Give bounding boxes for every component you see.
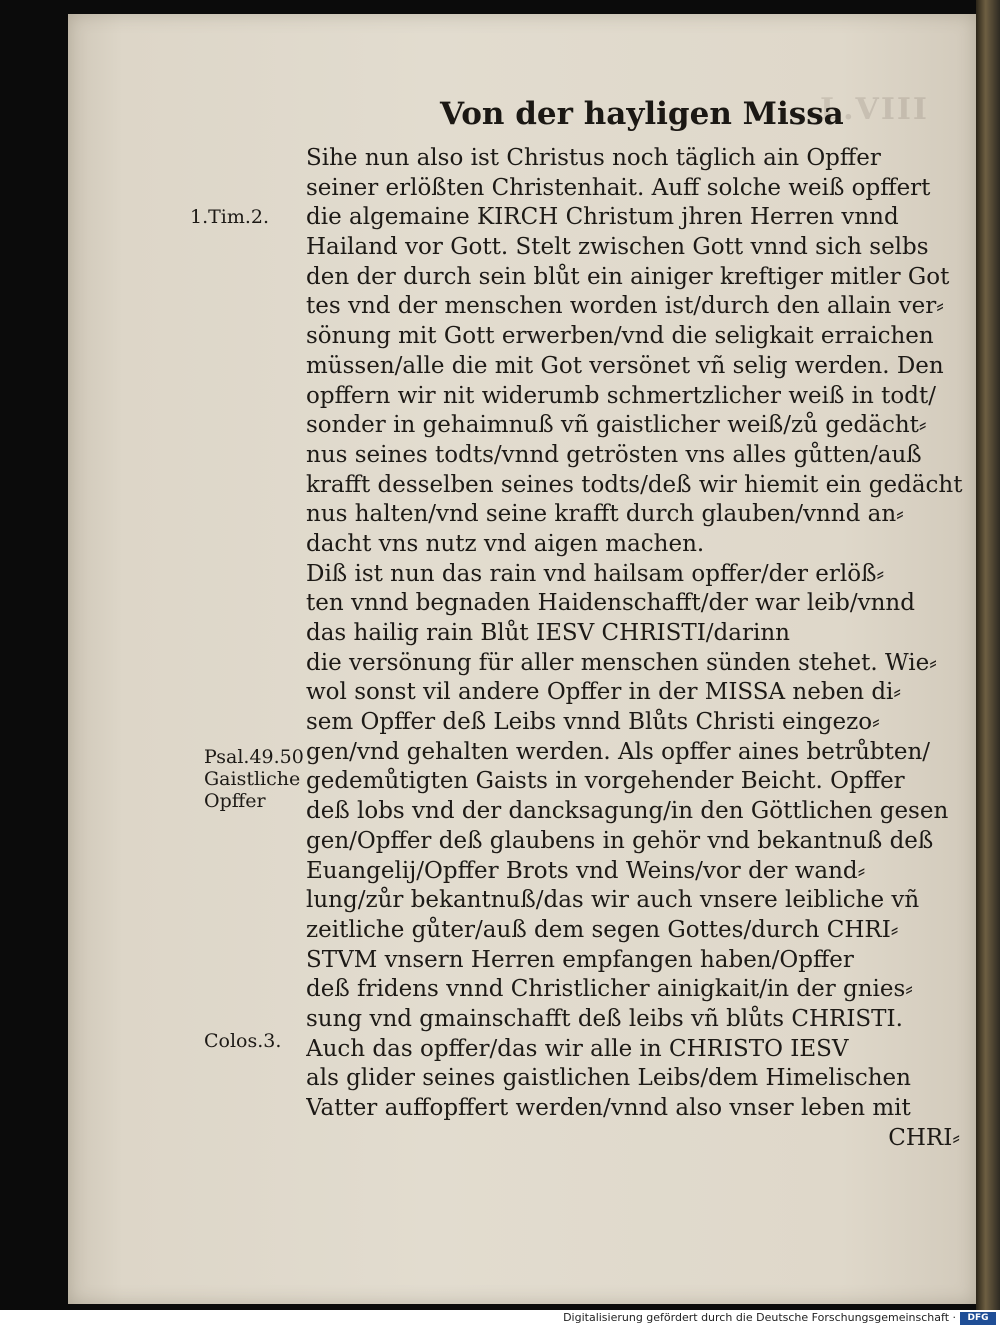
margin-note-line: Gaistliche [204,768,301,790]
text-line: als glider seines gaistlichen Leibs/dem Himelischen [306,1065,911,1092]
dfg-logo: DFG [960,1312,996,1325]
text-line: lung/zůr bekantnuß/das wir auch vnsere leibliche vñ [306,887,920,914]
text-line: opffern wir nit widerumb schmertzlicher weiß in todt/ [306,382,936,409]
text-line: Sihe nun also ist Christus noch täglich ain Opffer [306,145,881,171]
text-line: gedemůtigten Gaists in vorgehender Beicht. Opffer [306,768,905,795]
text-line: nus halten/vnd seine krafft durch glauben/vnnd an⸗ [306,501,904,528]
text-line: Vatter auffopffert werden/vnnd also vnser leben mit [306,1095,911,1121]
text-line: die versönung für aller menschen sünden stehet. Wie⸗ [306,649,937,676]
funding-credit: Digitalisierung gefördert durch die Deutsche Forschungsgemeinschaft · [563,1311,956,1324]
book-edge [976,0,1000,1310]
margin-note-line: Psal.49.50 [204,746,304,768]
text-line: gen/vnd gehalten werden. Als opffer aines betrůbten/ [306,738,931,765]
text-line: wol sonst vil andere Opffer in der MISSA neben di⸗ [306,679,902,706]
page-heading: Von der hayligen Missa [440,96,844,132]
text-line: Diß ist nun das rain vnd hailsam opffer/der erlöß⸗ [306,560,885,587]
text-line: Euangelij/Opffer Brots vnd Weins/vor der wand⸗ [306,857,866,884]
text-line: sem Opffer deß Leibs vnnd Blůts Christi eingezo⸗ [306,709,880,736]
show-through-text: L.VIII [820,92,929,127]
text-line: die algemaine KIRCH Christum jhren Herren vnnd [306,204,899,231]
text-line: seiner erlößten Christenhait. Auff solche weiß opffert [306,174,931,201]
margin-note-line: Opffer [204,790,266,812]
text-line: nus seines todts/vnnd getrösten vns alles gůtten/auß [306,441,922,468]
text-line: krafft desselben seines todts/deß wir hiemit ein gedächt [306,471,963,498]
text-line: dacht vns nutz vnd aigen machen. [306,530,705,557]
text-line: gen/Opffer deß glaubens in gehör vnd bekantnuß deß [306,827,934,854]
margin-note-tim: 1.Tim.2. [190,206,270,228]
text-line: STVM vnsern Herren empfangen haben/Opffer [306,946,854,973]
body-text [306,144,966,1153]
text-line: den der durch sein blůt ein ainiger kreftiger mitler Got [306,263,950,290]
text-line: müssen/alle die mit Got versönet vñ selig werden. Den [306,352,944,379]
text-line: sönung mit Gott erwerben/vnd die seligkait erraichen [306,323,934,350]
footer-bar [0,1310,1000,1328]
text-line: sonder in gehaimnuß vñ gaistlicher weiß/zů gedächt⸗ [306,412,927,439]
catchword: CHRI⸗ [888,1124,960,1151]
text-line: tes vnd der menschen worden ist/durch den allain ver⸗ [306,293,944,320]
text-line: das hailig rain Blůt IESV CHRISTI/darinn [306,620,790,646]
text-line: ten vnnd begnaden Haidenschafft/der war leib/vnnd [306,590,915,617]
text-line: deß lobs vnd der dancksagung/in den Göttlichen gesen [306,798,949,825]
text-line: sung vnd gmainschafft deß leibs vñ blůts CHRISTI. [306,1005,903,1032]
margin-note-colos: Colos.3. [204,1030,282,1052]
margin-note-psal [204,746,304,812]
text-line: Auch das opffer/das wir alle in CHRISTO IESV [306,1035,849,1062]
text-line: zeitliche gůter/auß dem segen Gottes/durch CHRI⸗ [306,916,899,943]
text-line: Hailand vor Gott. Stelt zwischen Gott vnnd sich selbs [306,234,929,261]
text-line: deß fridens vnnd Christlicher ainigkait/in der gnies⸗ [306,976,913,1003]
